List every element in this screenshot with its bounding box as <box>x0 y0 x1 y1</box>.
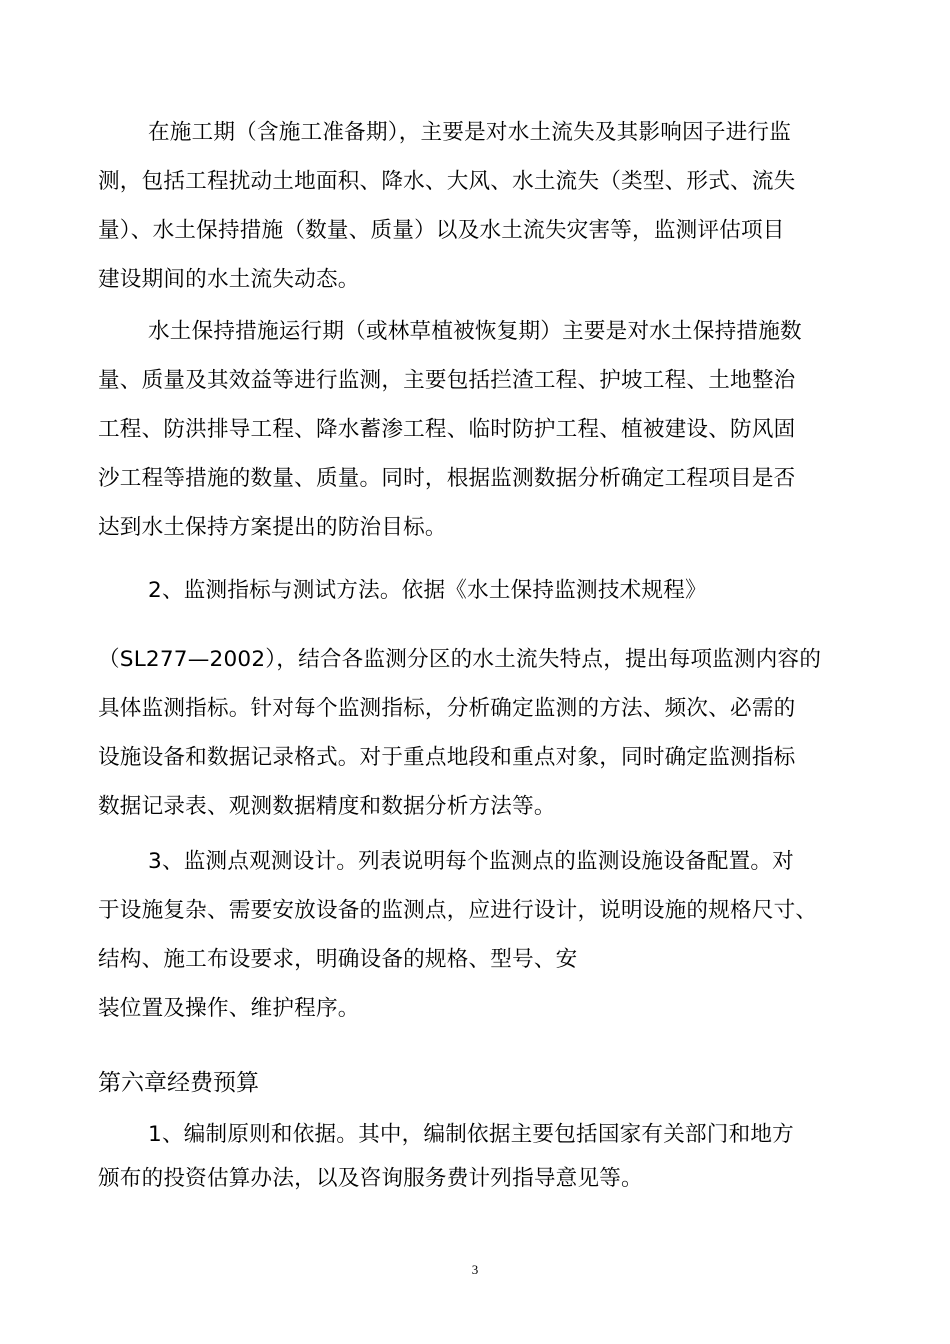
paragraph-2-line-5: 达到水土保持方案提出的防治目标。 <box>98 515 447 540</box>
paragraph-4-line-3: 设施设备和数据记录格式。对于重点地段和重点对象，同时确定监测指标 <box>98 745 796 770</box>
paragraph-5-line-2: 于设施复杂、需要安放设备的监测点，应进行设计，说明设施的规格尺寸、 <box>98 898 818 923</box>
paragraph-2-line-2: 量、质量及其效益等进行监测，主要包括拦渣工程、护坡工程、土地整治 <box>98 368 796 393</box>
page-number: 3 <box>471 1262 479 1277</box>
paragraph-3-line-1: 2、监测指标与测试方法。依据《水土保持监测技术规程》 <box>148 578 707 603</box>
paragraph-5-line-1: 3、监测点观测设计。列表说明每个监测点的监测设施设备配置。对 <box>148 849 794 874</box>
paragraph-1-line-2: 测，包括工程扰动土地面积、降水、大风、水土流失（类型、形式、流失 <box>98 169 796 194</box>
paragraph-4-line-1: （SL277—2002），结合各监测分区的水土流失特点，提出每项监测内容的 <box>98 647 822 672</box>
budget-paragraph-line-2: 颁布的投资估算办法，以及咨询服务费计列指导意见等。 <box>98 1166 643 1191</box>
paragraph-4-line-4: 数据记录表、观测数据精度和数据分析方法等。 <box>98 794 556 819</box>
paragraph-1-line-3: 量）、水土保持措施（数量、质量）以及水土流失灾害等，监测评估项目 <box>98 218 785 243</box>
paragraph-4-line-2: 具体监测指标。针对每个监测指标，分析确定监测的方法、频次、必需的 <box>98 696 796 721</box>
paragraph-1-line-1: 在施工期（含施工准备期），主要是对水土流失及其影响因子进行监 <box>148 120 792 145</box>
paragraph-2-line-3: 工程、防洪排导工程、降水蓄渗工程、临时防护工程、植被建设、防风固 <box>98 417 796 442</box>
paragraph-5-line-4: 装位置及操作、维护程序。 <box>98 996 360 1021</box>
budget-paragraph-line-1: 1、编制原则和依据。其中，编制依据主要包括国家有关部门和地方 <box>148 1122 794 1147</box>
paragraph-2-line-1: 水土保持措施运行期（或林草植被恢复期）主要是对水土保持措施数 <box>148 319 802 344</box>
paragraph-5-line-3: 结构、施工布设要求，明确设备的规格、型号、安 <box>98 947 578 972</box>
paragraph-1-line-4: 建设期间的水土流失动态。 <box>98 267 360 292</box>
chapter-heading: 第六章经费预算 <box>98 1070 259 1096</box>
paragraph-2-line-4: 沙工程等措施的数量、质量。同时，根据监测数据分析确定工程项目是否 <box>98 466 796 491</box>
